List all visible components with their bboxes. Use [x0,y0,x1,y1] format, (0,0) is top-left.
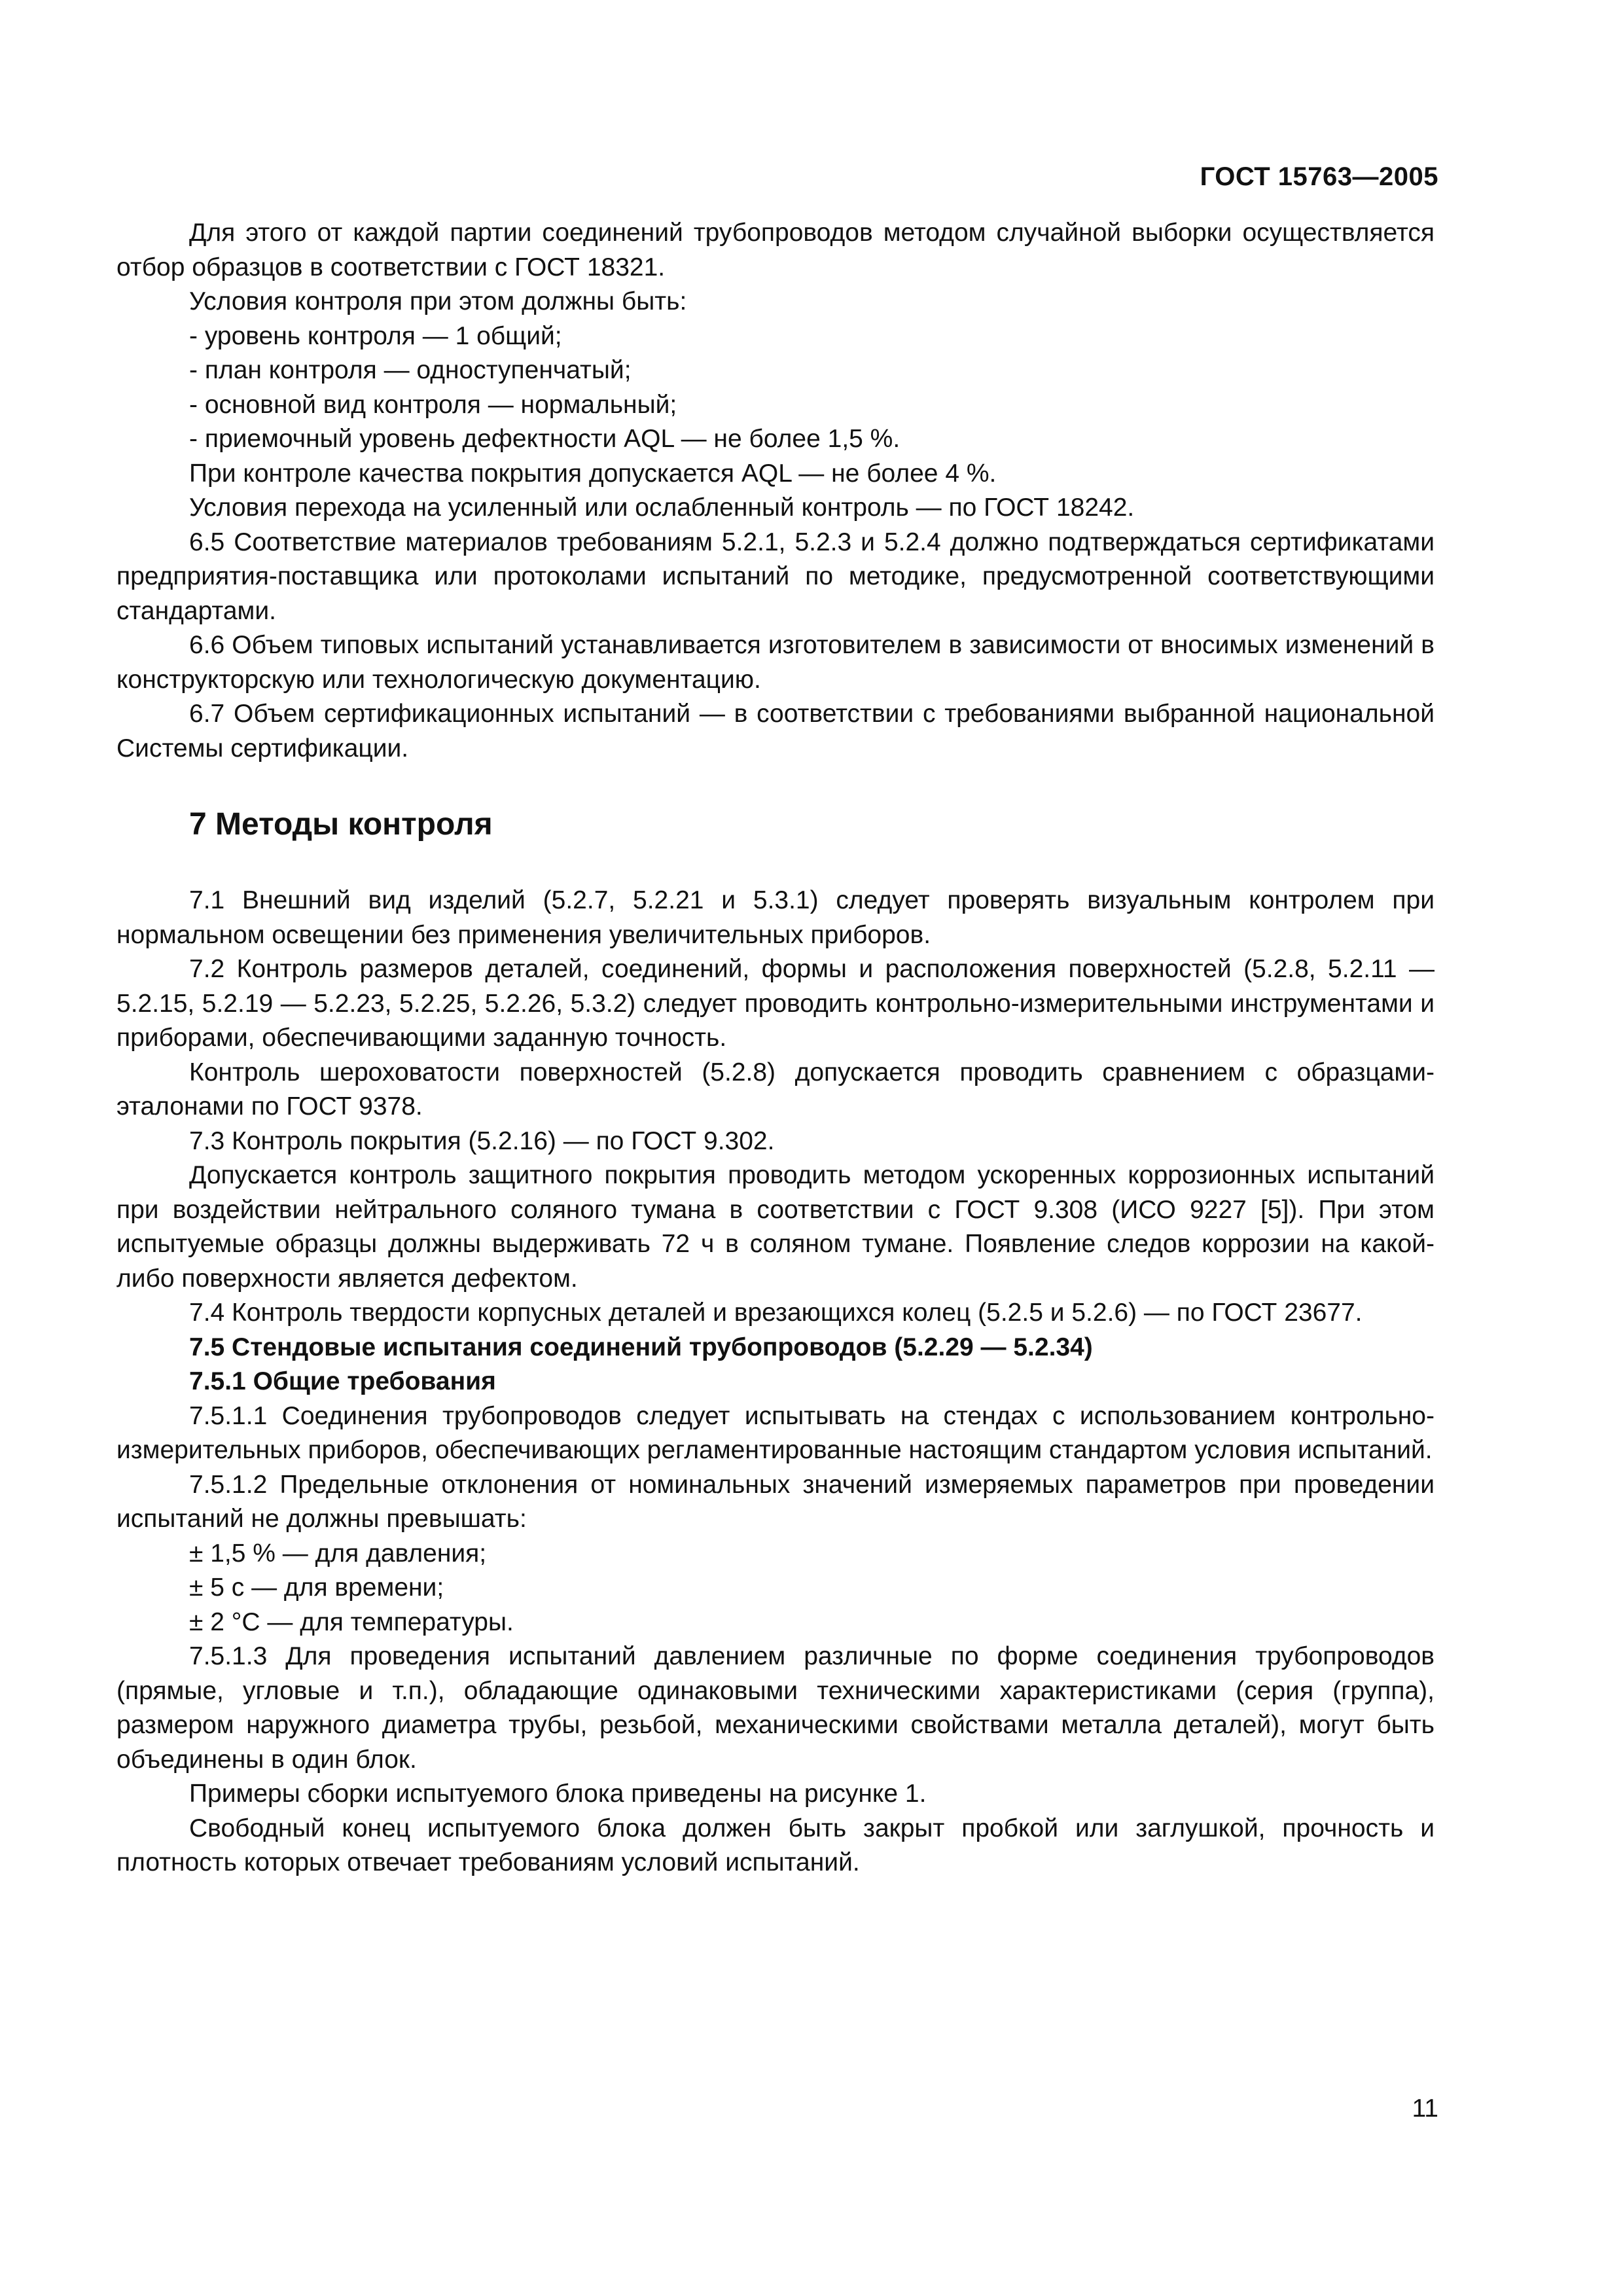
clause-7-5-1-2: 7.5.1.2 Предельные отклонения от номинальных значений измеряемых параметров при проведении испытаний не должны превышать: [116,1470,1435,1533]
list-item: - приемочный уровень дефектности AQL — не более 1,5 %. [189,425,901,453]
clause-7-2: 7.2 Контроль размеров деталей, соединений, формы и расположения поверхностей (5.2.8, 5.2.11 — 5.2.15, 5.2.19 — 5.2.23, 5.2.25, 5.2.26, 5.3.2) следует проводить контрольно-измерительными инструментами и приборами, обеспечивающими заданную точность. [116,955,1435,1052]
clause-7-5-1-1: 7.5.1.1 Соединения трубопроводов следует испытывать на стендах с использованием контрольно-измерительных приборов, обеспечивающих регламентированные настоящим стандартом условия испытаний. [116,1401,1435,1464]
paragraph: Для этого от каждой партии соединений трубопроводов методом случайной выборки осуществляется отбор образцов в соответствии с ГОСТ 18321. [116,219,1435,281]
tolerance-item: ± 5 с — для времени; [189,1573,444,1602]
subsection-title-7-5-1: 7.5.1 Общие требования [189,1367,496,1395]
paragraph: Свободный конец испытуемого блока должен быть закрыт пробкой или заглушкой, прочность и плотность которых отвечает требованиям условий испытаний. [116,1814,1435,1876]
standard-header: ГОСТ 15763—2005 [1200,162,1438,191]
clause-6-7: 6.7 Объем сертификационных испытаний — в соответствии с требованиями выбранной национальной Системы сертификации. [116,700,1435,762]
paragraph: Контроль шероховатости поверхностей (5.2.8) допускается проводить сравнением с образцами-эталонами по ГОСТ 9378. [116,1058,1435,1121]
paragraph: Допускается контроль защитного покрытия проводить методом ускоренных коррозионных испытаний при воздействии нейтрального соляного тумана в соответствии с ГОСТ 9.308 (ИСО 9227 [5]). При этом испытуемые образцы должны выдерживать 72 ч в соляном тумане. Появление следов коррозии на какой-либо поверхности является дефектом. [116,1161,1435,1293]
list-item: - план контроля — одноступенчатый; [189,356,632,384]
list-item: - уровень контроля — 1 общий; [189,321,562,350]
document-body [116,216,1435,1880]
page-number: 11 [1412,2094,1438,2123]
clause-6-6: 6.6 Объем типовых испытаний устанавливается изготовителем в зависимости от вносимых изменений в конструкторскую или технологическую документацию. [116,631,1435,694]
paragraph: Примеры сборки испытуемого блока приведены на рисунке 1. [189,1780,927,1808]
clause-7-1: 7.1 Внешний вид изделий (5.2.7, 5.2.21 и 5.3.1) следует проверять визуальным контролем при нормальном освещении без применения увеличительных приборов. [116,886,1435,949]
subsection-title-7-5: 7.5 Стендовые испытания соединений трубопроводов (5.2.29 — 5.2.34) [189,1333,1093,1361]
clause-7-4: 7.4 Контроль твердости корпусных деталей и врезающихся колец (5.2.5 и 5.2.6) — по ГОСТ 23677. [189,1299,1363,1327]
tolerance-item: ± 2 °С — для температуры. [189,1607,514,1636]
section-title: 7 Методы контроля [189,807,493,842]
tolerance-item: ± 1,5 % — для давления; [189,1539,487,1568]
clause-6-5: 6.5 Соответствие материалов требованиям 5.2.1, 5.2.3 и 5.2.4 должно подтверждаться сертификатами предприятия-поставщика или протоколами испытаний по методике, предусмотренной соответствующими стандартами. [116,528,1435,625]
paragraph: Условия перехода на усиленный или ослабленный контроль — по ГОСТ 18242. [189,493,1135,522]
paragraph: Условия контроля при этом должны быть: [189,287,687,315]
clause-7-5-1-3: 7.5.1.3 Для проведения испытаний давлением различные по форме соединения трубопроводов (прямые, угловые и т.п.), обладающие одинаковыми техническими характеристиками (серия (группа), размером наружного диаметра трубы, резьбой, механическими свойствами металла деталей), могут быть объединены в один блок. [116,1642,1435,1774]
list-item: - основной вид контроля — нормальный; [189,390,677,419]
paragraph: При контроле качества покрытия допускается AQL — не более 4 %. [189,459,997,488]
clause-7-3: 7.3 Контроль покрытия (5.2.16) — по ГОСТ 9.302. [189,1126,775,1155]
